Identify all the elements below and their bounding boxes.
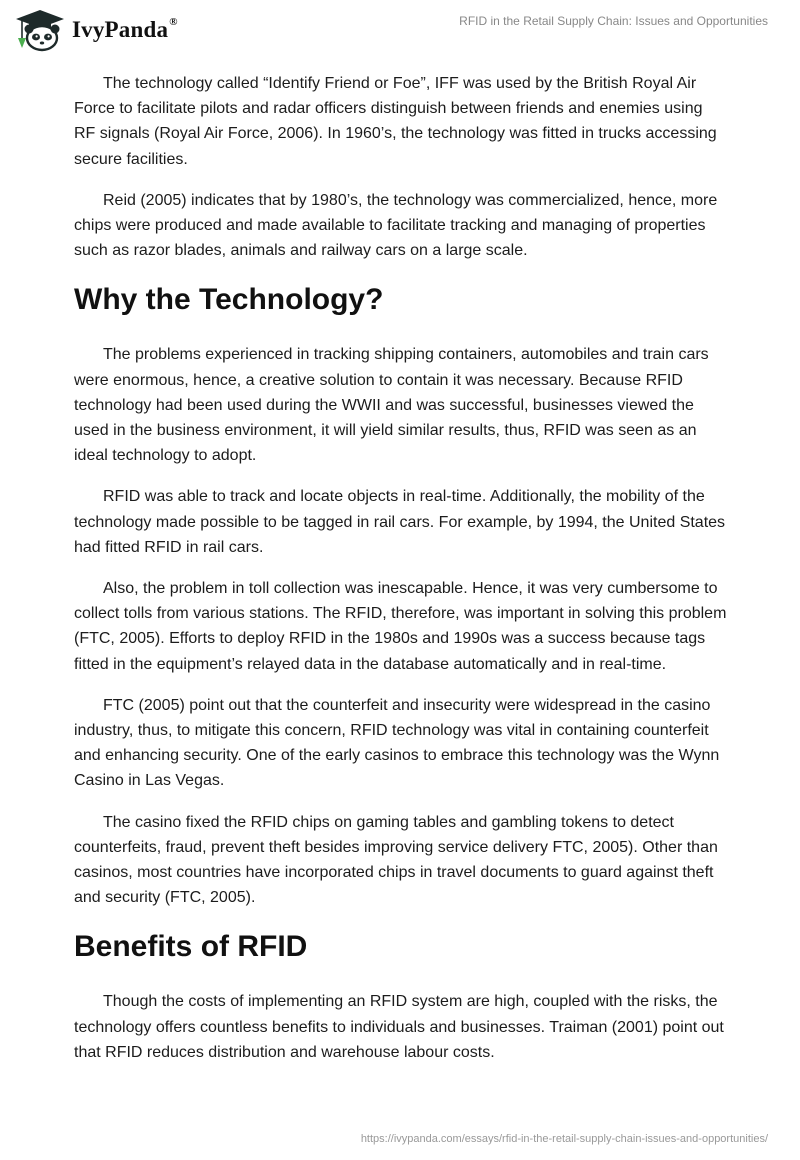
section-heading-benefits-of-rfid: Benefits of RFID (74, 930, 308, 964)
paragraph: Reid (2005) indicates that by 1980’s, the technology was commercialized, hence, more chips were produced and made available to facilitate tracking and managing of properties such as razor blades, animals and railway cars on a large scale. (74, 191, 718, 260)
brand-name: IvyPanda® (72, 16, 178, 42)
paragraph: FTC (2005) point out that the counterfeit and insecurity were widespread in the casino industry, thus, to mitigate this concern, RFID technology was vital in containing counterfeit and enhancing security. One of the early casinos to embrace this technology was the Wynn Casino in Las Vegas. (74, 696, 720, 790)
section-heading-why-the-technology: Why the Technology? (74, 283, 384, 317)
paragraph: Though the costs of implementing an RFID system are high, coupled with the risks, the technology offers countless benefits to individuals and businesses. Traiman (2001) point out that RFID reduces distribution and warehouse labour costs. (74, 993, 724, 1061)
paragraph: The problems experienced in tracking shipping containers, automobiles and train cars were enormous, hence, a creative solution to contain it was necessary. Because RFID technology had been used during the WWII and was successful, businesses viewed the used in the business environment, it will yield similar results, thus, RFID was seen as an ideal technology to adopt. (74, 346, 709, 465)
ivypanda-logo[interactable] (14, 8, 178, 52)
paragraph: Also, the problem in toll collection was inescapable. Hence, it was very cumbersome to collect tolls from various stations. The RFID, therefore, was important in solving this problem (FTC, 2005). Efforts to deploy RFID in the 1980s and 1990s was a success because tags fitted in the equipment’s relayed data in the database automatically and in real-time. (74, 580, 727, 673)
paragraph: The technology called “Identify Friend or Foe”, IFF was used by the British Royal Air Force to facilitate pilots and radar officers distinguish between friends and enemies using RF signals (Royal Air Force, 2006). In 1960’s, the technology was fitted in trucks accessing secure facilities. (74, 75, 717, 168)
paragraph: The casino fixed the RFID chips on gaming tables and gambling tokens to detect counterfeits, fraud, prevent theft besides improving service delivery FTC, 2005). Other than casinos, most countries have incorporated chips in travel documents to guard against theft and security (FTC, 2005). (74, 813, 718, 907)
source-url-link[interactable]: https://ivypanda.com/essays/rfid-in-the-retail-supply-chain-issues-and-opportunities/ (360, 1133, 768, 1145)
paragraph: RFID was able to track and locate objects in real-time. Additionally, the mobility of the technology made possible to be tagged in rail cars. For example, by 1994, the United States had fitted RFID in rail cars. (74, 488, 726, 556)
page-header (0, 0, 800, 70)
document-title: RFID in the Retail Supply Chain: Issues and Opportunities (459, 14, 768, 28)
essay-content (74, 71, 728, 1081)
panda-graduate-icon (14, 8, 66, 52)
